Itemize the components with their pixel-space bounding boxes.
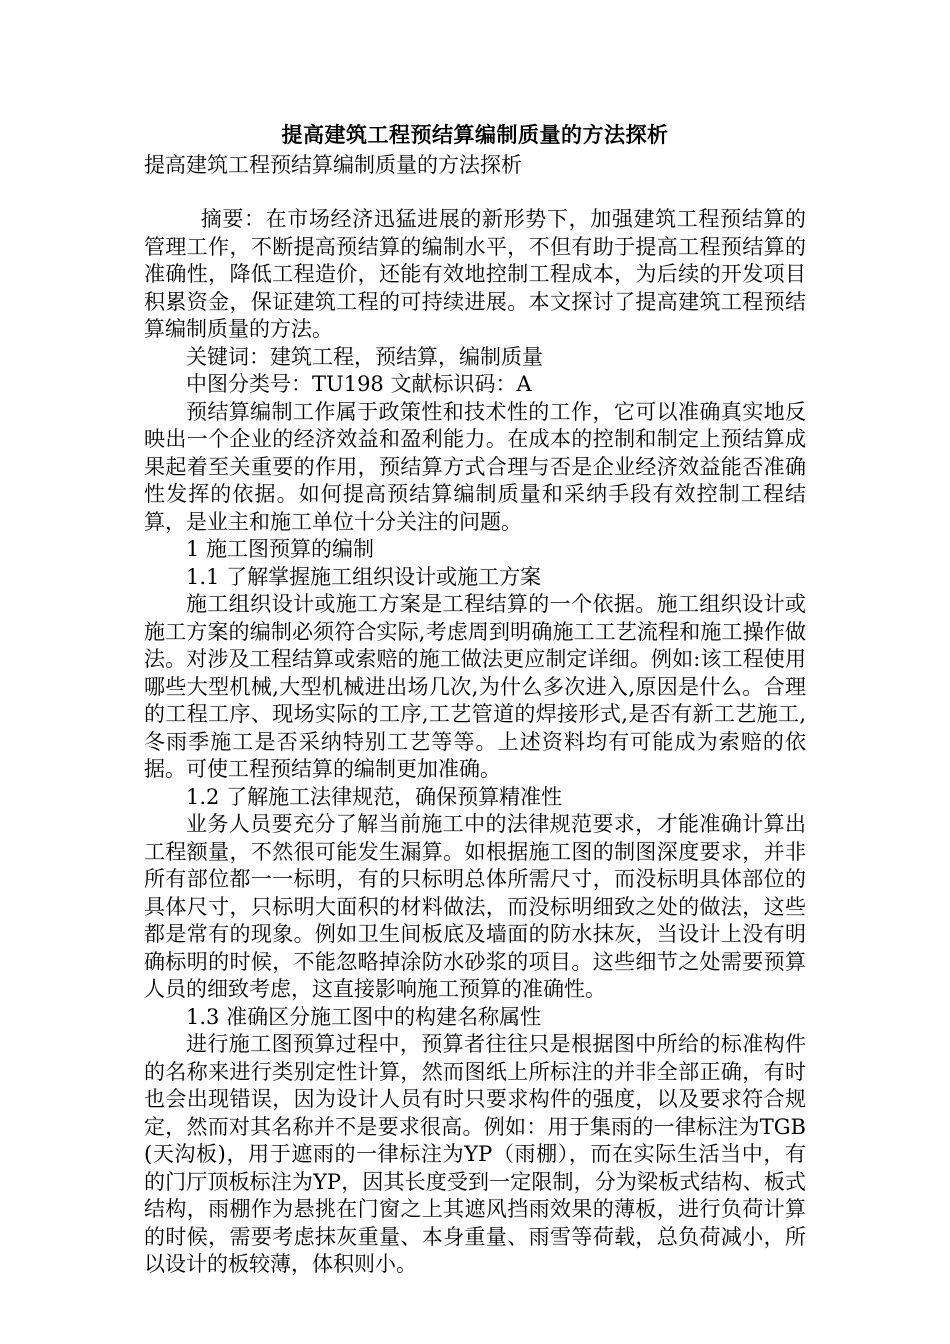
intro-paragraph: 预结算编制工作属于政策性和技术性的工作，它可以准确真实地反映出一个企业的经济效益和盈利能力。在成本的控制和制定上预结算成果起着至关重要的作用，预结算方式合理与否是企业经济效益能否准确性发挥的依据。如何提高预结算编制质量和采纳手段有效控制工程结算，是业主和施工单位十分关注的问题。: [144, 399, 806, 534]
section-heading-1-3: 1.3 准确区分施工图中的构建名称属性: [186, 1004, 542, 1029]
classification-line: 中图分类号：TU198 文献标识码：A: [186, 372, 532, 396]
section-heading-1: 1 施工图预算的编制: [186, 537, 375, 561]
paragraph-1-1: 施工组织设计或施工方案是工程结算的一个依据。施工组织设计或施工方案的编制必须符合实际,考虑周到明确施工工艺流程和施工操作做法。对涉及工程结算或索赔的施工做法更应制定详细。例如:该工程使用哪些大型机械,大型机械进出场几次,为什么多次进入,原因是什么。合理的工程工序、现场实际的工序,工艺管道的焊接形式,是否有新工艺施工,冬雨季施工是否采纳特别工艺等等。上述资料均有可能成为索赔的依据。可使工程预结算的编制更加准确。: [144, 592, 806, 781]
keywords-line: 关键词：建筑工程，预结算，编制质量: [186, 344, 543, 369]
document-page: [144, 118, 806, 1279]
abstract-paragraph: 摘要：在市场经济迅猛进展的新形势下，加强建筑工程预结算的管理工作，不断提高预结算的编制水平，不但有助于提高工程预结算的准确性，降低工程造价，还能有效地控制工程成本，为后续的开发项目积累资金，保证建筑工程的可持续进展。本文探讨了提高建筑工程预结算编制质量的方法。: [144, 207, 806, 341]
document-title: 提高建筑工程预结算编制质量的方法探析: [281, 122, 669, 147]
section-heading-1-2: 1.2 了解施工法律规范，确保预算精准性: [186, 784, 563, 809]
document-subtitle: 提高建筑工程预结算编制质量的方法探析: [144, 153, 522, 177]
paragraph-1-2: 业务人员要充分了解当前施工中的法律规范要求，才能准确计算出工程额量，不然很可能发生漏算。如根据施工图的制图深度要求，并非所有部位都一一标明，有的只标明总体所需尺寸，而没标明具体部位的具体尺寸，只标明大面积的材料做法，而没标明细致之处的做法，这些都是常有的现象。例如卫生间板底及墙面的防水抹灰，当设计上没有明确标明的时候，不能忽略掉涂防水砂浆的项目。这些细节之处需要预算人员的细致考虑，这直接影响施工预算的准确性。: [144, 812, 806, 1001]
section-heading-1-1: 1.1 了解掌握施工组织设计或施工方案: [186, 564, 542, 589]
paragraph-1-3: 进行施工图预算过程中，预算者往往只是根据图中所给的标准构件的名称来进行类别定性计算，然而图纸上所标注的并非全部正确，有时也会出现错误，因为设计人员有时只要求构件的强度，以及要求符合规定，然而对其名称并不是要求很高。例如：用于集雨的一律标注为TGB(天沟板)，用于遮雨的一律标注为YP（雨棚），而在实际生活当中，有的门厅顶板标注为YP，因其长度受到一定限制，分为梁板式结构、板式结构，雨棚作为悬挑在门窗之上其遮风挡雨效果的薄板，进行负荷计算的时候，需要考虑抹灰重量、本身重量、雨雪等荷载，总负荷减小，所以设计的板较薄，体积则小。: [144, 1032, 806, 1276]
